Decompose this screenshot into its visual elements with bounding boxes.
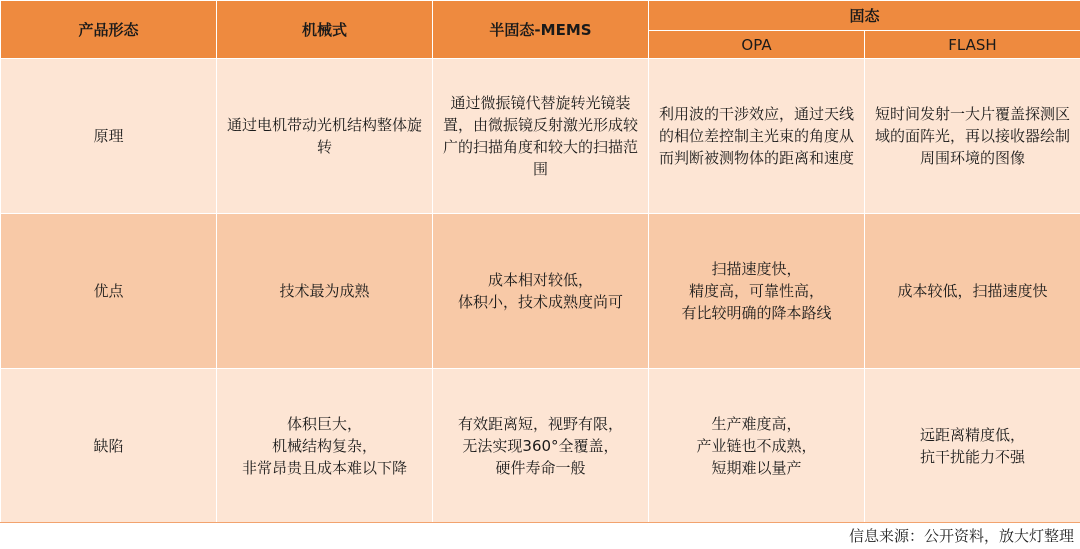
table-row bbox=[1, 59, 1080, 214]
row-label-principle: 原理 bbox=[1, 59, 217, 214]
cell-line: 有比较明确的降本路线 bbox=[681, 304, 832, 322]
cell-line: 体积小，技术成熟度尚可 bbox=[457, 293, 623, 311]
cell-advantages-mechanical: 技术最为成熟 bbox=[217, 214, 433, 369]
cell-advantages-mems bbox=[433, 214, 649, 369]
cell-line: 有效距离短，视野有限， bbox=[457, 414, 623, 433]
table-row bbox=[1, 214, 1080, 369]
cell-line: 产业链也不成熟， bbox=[696, 436, 817, 455]
cell-defects-mems bbox=[433, 369, 649, 523]
header-flash: FLASH bbox=[865, 31, 1080, 59]
cell-defects-mechanical bbox=[217, 369, 433, 523]
cell-line: 短期难以量产 bbox=[711, 458, 802, 477]
header-opa: OPA bbox=[649, 31, 865, 59]
cell-line: 非常昂贵且成本难以下降 bbox=[241, 458, 407, 477]
row-label-defects: 缺陷 bbox=[1, 369, 217, 523]
row-label-advantages: 优点 bbox=[1, 214, 217, 369]
cell-line: 成本相对较低， bbox=[487, 271, 593, 289]
cell-advantages-flash: 成本较低，扫描速度快 bbox=[865, 214, 1080, 369]
cell-defects-flash bbox=[865, 369, 1080, 523]
cell-line: 生产难度高， bbox=[711, 414, 802, 433]
cell-line: 硬件寿命一般 bbox=[495, 458, 586, 477]
cell-principle-opa: 利用波的干涉效应，通过天线的相位差控制主光束的角度从而判断被测物体的距离和速度 bbox=[649, 59, 865, 214]
cell-principle-mechanical: 通过电机带动光机结构整体旋转 bbox=[217, 59, 433, 214]
header-solid: 固态 bbox=[649, 1, 1080, 31]
cell-line: 精度高，可靠性高， bbox=[688, 282, 824, 300]
cell-line: 远距离精度低， bbox=[920, 425, 1026, 444]
header-semi-solid: 半固态-MEMS bbox=[433, 1, 649, 59]
cell-line: 体积巨大， bbox=[286, 414, 362, 433]
cell-line: 机械结构复杂， bbox=[271, 436, 377, 455]
table-row bbox=[1, 369, 1080, 523]
cell-principle-flash: 短时间发射一大片覆盖探测区域的面阵光，再以接收器绘制周围环境的图像 bbox=[865, 59, 1080, 214]
header-mechanical: 机械式 bbox=[217, 1, 433, 59]
header-product-form: 产品形态 bbox=[1, 1, 217, 59]
cell-advantages-opa bbox=[649, 214, 865, 369]
cell-defects-opa bbox=[649, 369, 865, 523]
cell-line: 无法实现360°全覆盖， bbox=[462, 436, 619, 455]
cell-principle-mems: 通过微振镜代替旋转光镜装置，由微振镜反射激光形成较广的扫描角度和较大的扫描范围 bbox=[433, 59, 649, 214]
cell-line: 抗干扰能力不强 bbox=[920, 447, 1026, 466]
source-note: 信息来源：公开资料，放大灯整理 bbox=[0, 522, 1080, 549]
cell-line: 扫描速度快， bbox=[711, 260, 802, 278]
